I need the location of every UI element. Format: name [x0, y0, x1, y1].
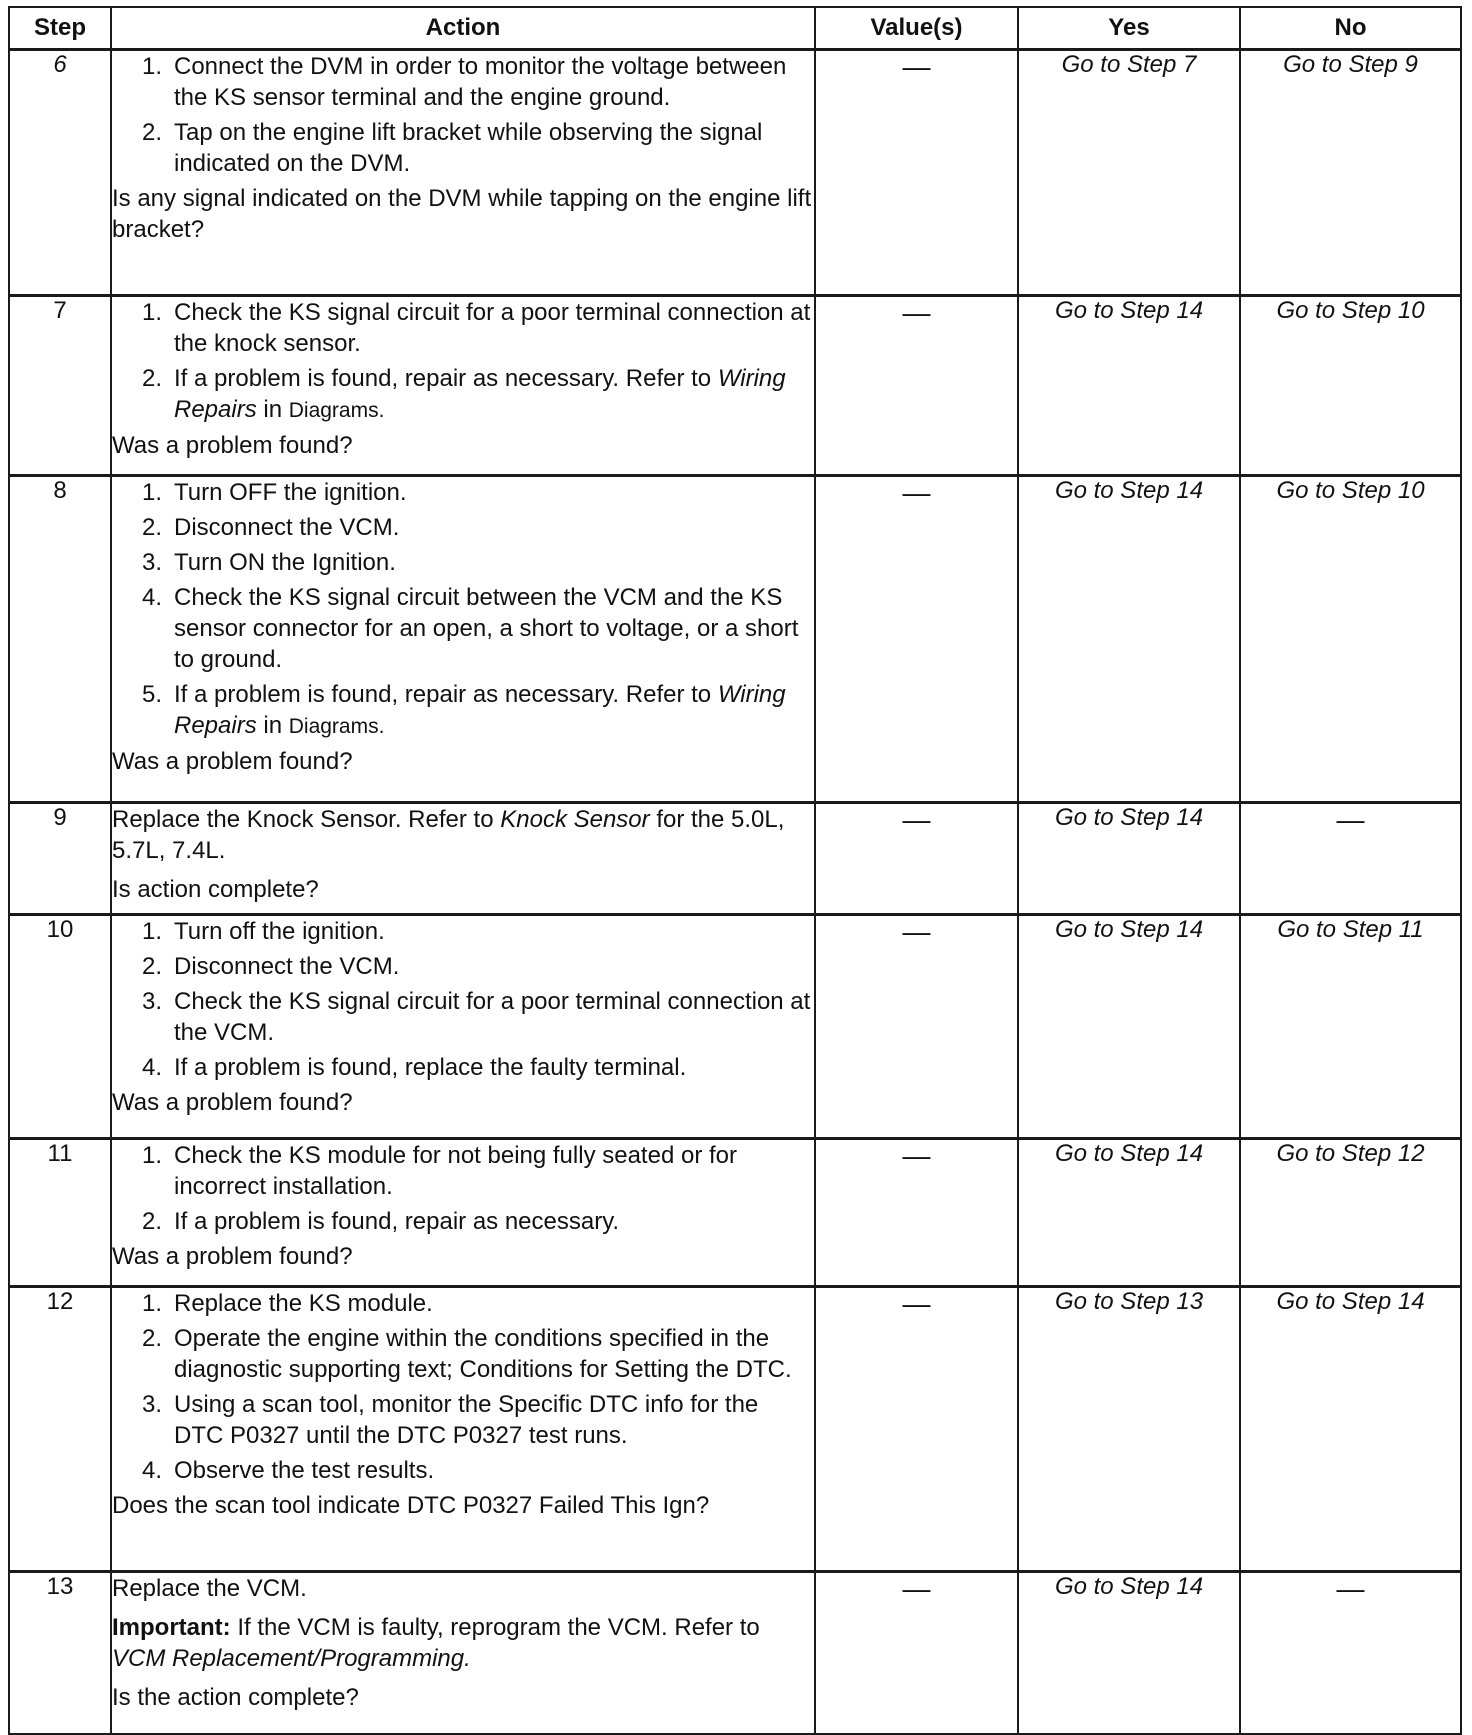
value-cell: —	[815, 296, 1018, 476]
table-row	[9, 1139, 1461, 1287]
header-row	[9, 7, 1461, 50]
step-number: 12	[9, 1287, 111, 1572]
step-number: 6	[9, 50, 111, 296]
table-row	[9, 476, 1461, 803]
yes-link[interactable]: Go to Step 14	[1018, 915, 1240, 1139]
yes-link[interactable]: Go to Step 14	[1018, 1139, 1240, 1287]
action-cell	[111, 803, 815, 915]
list-item: 4. Observe the test results.	[142, 1457, 435, 1484]
yes-link[interactable]: Go to Step 13	[1018, 1287, 1240, 1572]
value-cell: —	[815, 50, 1018, 296]
table-row	[9, 803, 1461, 915]
step-number: 13	[9, 1572, 111, 1734]
question-text: Does the scan tool indicate DTC P0327 Failed This Ign?	[112, 1492, 710, 1519]
diagnostic-page	[8, 6, 1460, 1735]
list-item: 1. Turn off the ignition.	[142, 918, 385, 945]
no-link[interactable]: Go to Step 10	[1240, 476, 1461, 803]
list-item: 3. Check the KS signal circuit for a poor terminal connection at the VCM.	[142, 988, 811, 1046]
action-list	[112, 297, 814, 426]
action-cell	[111, 50, 815, 296]
action-list	[112, 1288, 814, 1486]
yes-link[interactable]: Go to Step 14	[1018, 296, 1240, 476]
list-item: 2. Operate the engine within the conditions specified in the diagnostic supporting text; Conditions for Setting the DTC.	[142, 1325, 792, 1383]
list-item: 1. Turn OFF the ignition.	[142, 479, 407, 506]
diagnostic-table	[8, 6, 1462, 1735]
no-dash: —	[1240, 803, 1461, 915]
list-item: 3. Turn ON the Ignition.	[142, 549, 396, 576]
no-dash: —	[1240, 1572, 1461, 1734]
list-item: 5. If a problem is found, repair as necessary. Refer to Wiring Repairs in Diagrams.	[142, 681, 786, 739]
reference-link[interactable]: Wiring Repairs	[174, 365, 786, 423]
step-number: 7	[9, 296, 111, 476]
value-cell: —	[815, 476, 1018, 803]
table-row	[9, 915, 1461, 1139]
list-item: 4. Check the KS signal circuit between the VCM and the KS sensor connector for an open, a short to voltage, or a short to ground.	[142, 584, 799, 673]
list-item: 1. Check the KS signal circuit for a poor terminal connection at the knock sensor.	[142, 299, 811, 357]
no-link[interactable]: Go to Step 9	[1240, 50, 1461, 296]
yes-link[interactable]: Go to Step 14	[1018, 476, 1240, 803]
list-item: 1. Replace the KS module.	[142, 1290, 433, 1317]
action-list	[112, 916, 814, 1083]
table-row	[9, 50, 1461, 296]
list-item: 2. If a problem is found, repair as necessary. Refer to Wiring Repairs in Diagrams.	[142, 365, 786, 423]
list-item: 1. Check the KS module for not being fully seated or for incorrect installation.	[142, 1142, 737, 1200]
question-text: Was a problem found?	[112, 1089, 353, 1116]
yes-link[interactable]: Go to Step 7	[1018, 50, 1240, 296]
question-text: Is any signal indicated on the DVM while tapping on the engine lift bracket?	[112, 185, 812, 243]
list-item: 2. Tap on the engine lift bracket while observing the signal indicated on the DVM.	[142, 119, 763, 177]
action-list	[112, 51, 814, 179]
question-text: Was a problem found?	[112, 1243, 353, 1270]
action-text: Replace the Knock Sensor. Refer to Knock Sensor for the 5.0L, 5.7L, 7.4L.	[112, 806, 785, 864]
list-item: 2. Disconnect the VCM.	[142, 953, 400, 980]
step-number: 9	[9, 803, 111, 915]
value-cell: —	[815, 803, 1018, 915]
list-item: 1. Connect the DVM in order to monitor the voltage between the KS sensor terminal and the engine ground.	[142, 53, 787, 111]
action-cell	[111, 915, 815, 1139]
reference-link[interactable]: Wiring Repairs	[174, 681, 786, 739]
no-link[interactable]: Go to Step 14	[1240, 1287, 1461, 1572]
value-cell: —	[815, 1572, 1018, 1734]
reference-link[interactable]: Knock Sensor	[500, 806, 650, 833]
list-item: 2. Disconnect the VCM.	[142, 514, 400, 541]
important-label: Important:	[112, 1614, 231, 1641]
header-no: No	[1240, 7, 1461, 50]
header-action: Action	[111, 7, 815, 50]
question-text: Was a problem found?	[112, 432, 353, 459]
yes-link[interactable]: Go to Step 14	[1018, 1572, 1240, 1734]
action-cell	[111, 1287, 815, 1572]
table-row	[9, 296, 1461, 476]
action-cell	[111, 1572, 815, 1734]
question-text: Is action complete?	[112, 876, 319, 903]
list-item: 4. If a problem is found, replace the faulty terminal.	[142, 1054, 687, 1081]
step-number: 11	[9, 1139, 111, 1287]
important-note: Important: If the VCM is faulty, reprogram the VCM. Refer to VCM Replacement/Programming.	[112, 1614, 760, 1672]
list-item: 2. If a problem is found, repair as necessary.	[142, 1208, 620, 1235]
list-item: 3. Using a scan tool, monitor the Specific DTC info for the DTC P0327 until the DTC P0327 test runs.	[142, 1391, 759, 1449]
action-list	[112, 1140, 814, 1237]
action-list	[112, 477, 814, 742]
action-text: Replace the VCM.	[112, 1575, 307, 1602]
step-number: 10	[9, 915, 111, 1139]
reference-link[interactable]: VCM Replacement/Programming.	[112, 1645, 471, 1672]
header-yes: Yes	[1018, 7, 1240, 50]
question-text: Was a problem found?	[112, 748, 353, 775]
yes-link[interactable]: Go to Step 14	[1018, 803, 1240, 915]
action-cell	[111, 1139, 815, 1287]
question-text: Is the action complete?	[112, 1684, 359, 1711]
step-number: 8	[9, 476, 111, 803]
header-step: Step	[9, 7, 111, 50]
no-link[interactable]: Go to Step 11	[1240, 915, 1461, 1139]
no-link[interactable]: Go to Step 10	[1240, 296, 1461, 476]
value-cell: —	[815, 915, 1018, 1139]
table-row	[9, 1572, 1461, 1734]
value-cell: —	[815, 1139, 1018, 1287]
table-row	[9, 1287, 1461, 1572]
header-values: Value(s)	[815, 7, 1018, 50]
value-cell: —	[815, 1287, 1018, 1572]
action-cell	[111, 296, 815, 476]
action-cell	[111, 476, 815, 803]
no-link[interactable]: Go to Step 12	[1240, 1139, 1461, 1287]
